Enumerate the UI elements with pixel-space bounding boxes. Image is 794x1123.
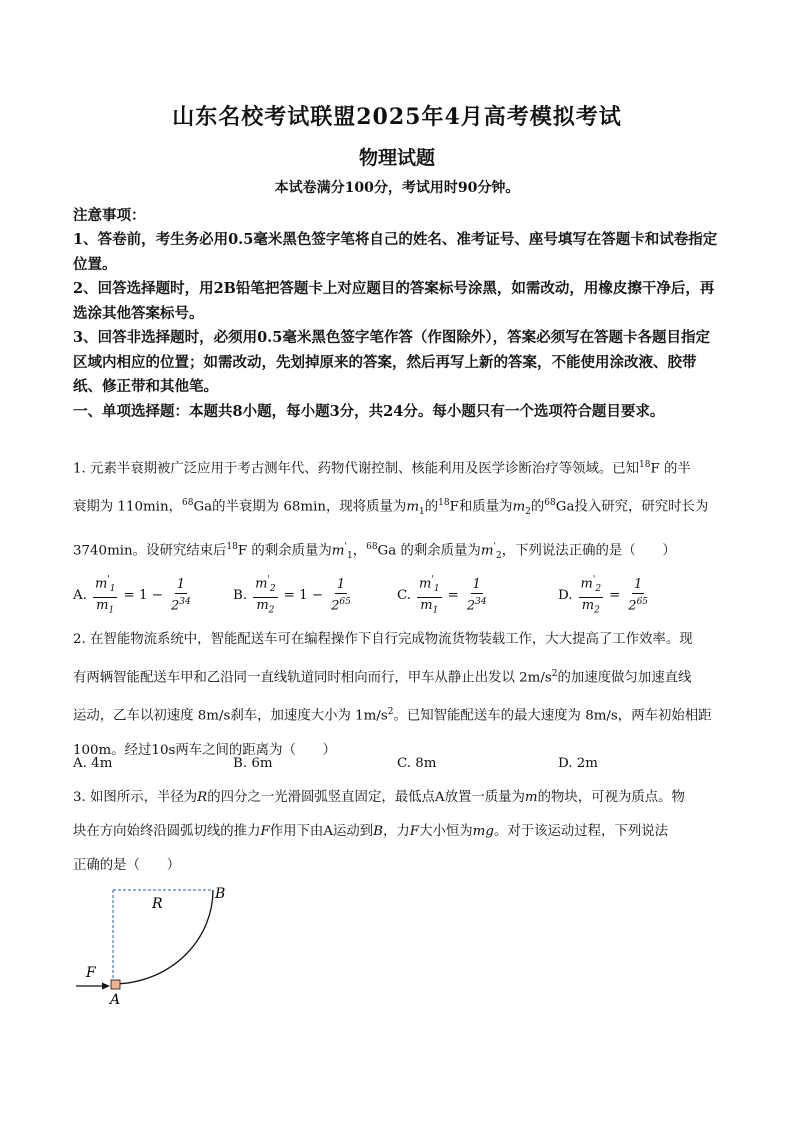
q2-line-1: 2. 在智能物流系统中，智能配送车可在编程操作下自行完成物流货物装载工作，大大提高了工作效率。现 [73, 632, 693, 647]
question-2 [73, 623, 721, 768]
q1-line-1: 1. 元素半衰期被广泛应用于考古测年代、药物代谢控制、核能利用及医学诊断治疗等领域。已知$^{18}$F 的半 [73, 460, 691, 477]
exam-info: 本试卷满分100分，考试用时90分钟。 [274, 180, 520, 196]
q2-option-a[interactable]: A. 4m [73, 756, 113, 771]
figure-label-r: R [152, 896, 163, 912]
q1-options [73, 572, 721, 616]
q3-line-1: 3. 如图所示，半径为R的四分之一光滑圆弧竖直固定，最低点A放置一质量为m的物块，可视为质点。物 [73, 790, 685, 805]
figure-block [111, 980, 120, 989]
notice-item-3: 3、回答非选择题时，必须用0.5毫米黑色签字笔作答（作图除外），答案必须写在答题卡各题目指定区域内相应的位置；如需改动，先划掉原来的答案，然后再写上新的答案，不能使用涂改液、胶带纸、修正带和其他笔。 [73, 329, 711, 395]
q3-line-2: 块在方向始终沿圆弧切线的推力F作用下由A运动到B，力F大小恒为mg。对于该运动过程，下列说法 [73, 824, 669, 839]
q2-line-2: 有两辆智能配送车甲和乙沿同一直线轨道同时相向而行，甲车从静止出发以 $2m/s^2$的加速度做匀加速直线 [73, 669, 692, 686]
notice-item-2: 2、回答选择题时，用2B铅笔把答题卡上对应题目的答案标号涂黑，如需改动，用橡皮擦干净后，再选涂其他答案标号。 [73, 280, 715, 322]
q3-figure [70, 880, 240, 1010]
q1-option-c[interactable]: C. $\frac{m'_1}{m_1}$ = $\frac{1}{2^{34}}$ [397, 572, 489, 619]
notice-item-1: 1、答卷前，考生务必用0.5毫米黑色签字笔将自己的姓名、准考证号、座号填写在答题卡和试卷指定位置。 [73, 231, 718, 273]
figure-arc [113, 890, 213, 984]
exam-title: 山东名校考试联盟2025年4月高考模拟考试 [172, 104, 622, 130]
notice-heading: 注意事项： [73, 207, 146, 224]
figure-label-a: A [110, 992, 121, 1008]
q2-line-3: 运动，乙车以初速度 8m/s刹车，加速度大小为 $1m/s^2$。已知智能配送车的最大速度为 8m/s，两车初始相距 [73, 707, 712, 724]
figure-label-b: B [215, 886, 226, 902]
q2-option-d[interactable]: D. 2m [558, 756, 598, 771]
question-3 [73, 781, 721, 883]
q1-option-b[interactable]: B. $\frac{m'_2}{m_2}$ = 1 − $\frac{1}{2^{65}}$ [233, 572, 353, 619]
q2-line-4: 100m。经过10s两车之间的距离为（ ） [73, 742, 337, 758]
q2-options [73, 756, 721, 776]
subject-title: 物理试题 [358, 147, 435, 169]
q1-option-a[interactable]: A. $\frac{m'_1}{m_1}$ = 1 − $\frac{1}{2^{34}}$ [73, 572, 193, 619]
q1-line-3: 3740min。设研究结束后$^{18}$F 的剩余质量为$m'_1$，$^{68}$Ga 的剩余质量为$m'_2$，下列说法正确的是（ ） [73, 541, 676, 561]
q1-line-2: 衰期为 110min，$^{68}$Ga的半衰期为 68min，现将质量为$m_1$的$^{18}$F和质量为$m_2$的$^{68}$Ga投入研究，研究时长为 [73, 498, 709, 518]
q3-line-3: 正确的是（ ） [73, 858, 181, 873]
section-heading: 一、单项选择题：本题共8小题，每小题3分，共24分。每小题只有一个选项符合题目要求。 [73, 403, 665, 420]
question-1 [73, 448, 721, 573]
figure-arrowhead [102, 983, 110, 990]
q2-option-b[interactable]: B. 6m [233, 756, 273, 771]
q1-option-d[interactable]: D. $\frac{m'_2}{m_2}$ = $\frac{1}{2^{65}}$ [558, 572, 650, 619]
q2-option-c[interactable]: C. 8m [397, 756, 437, 771]
figure-label-f: F [86, 965, 96, 981]
